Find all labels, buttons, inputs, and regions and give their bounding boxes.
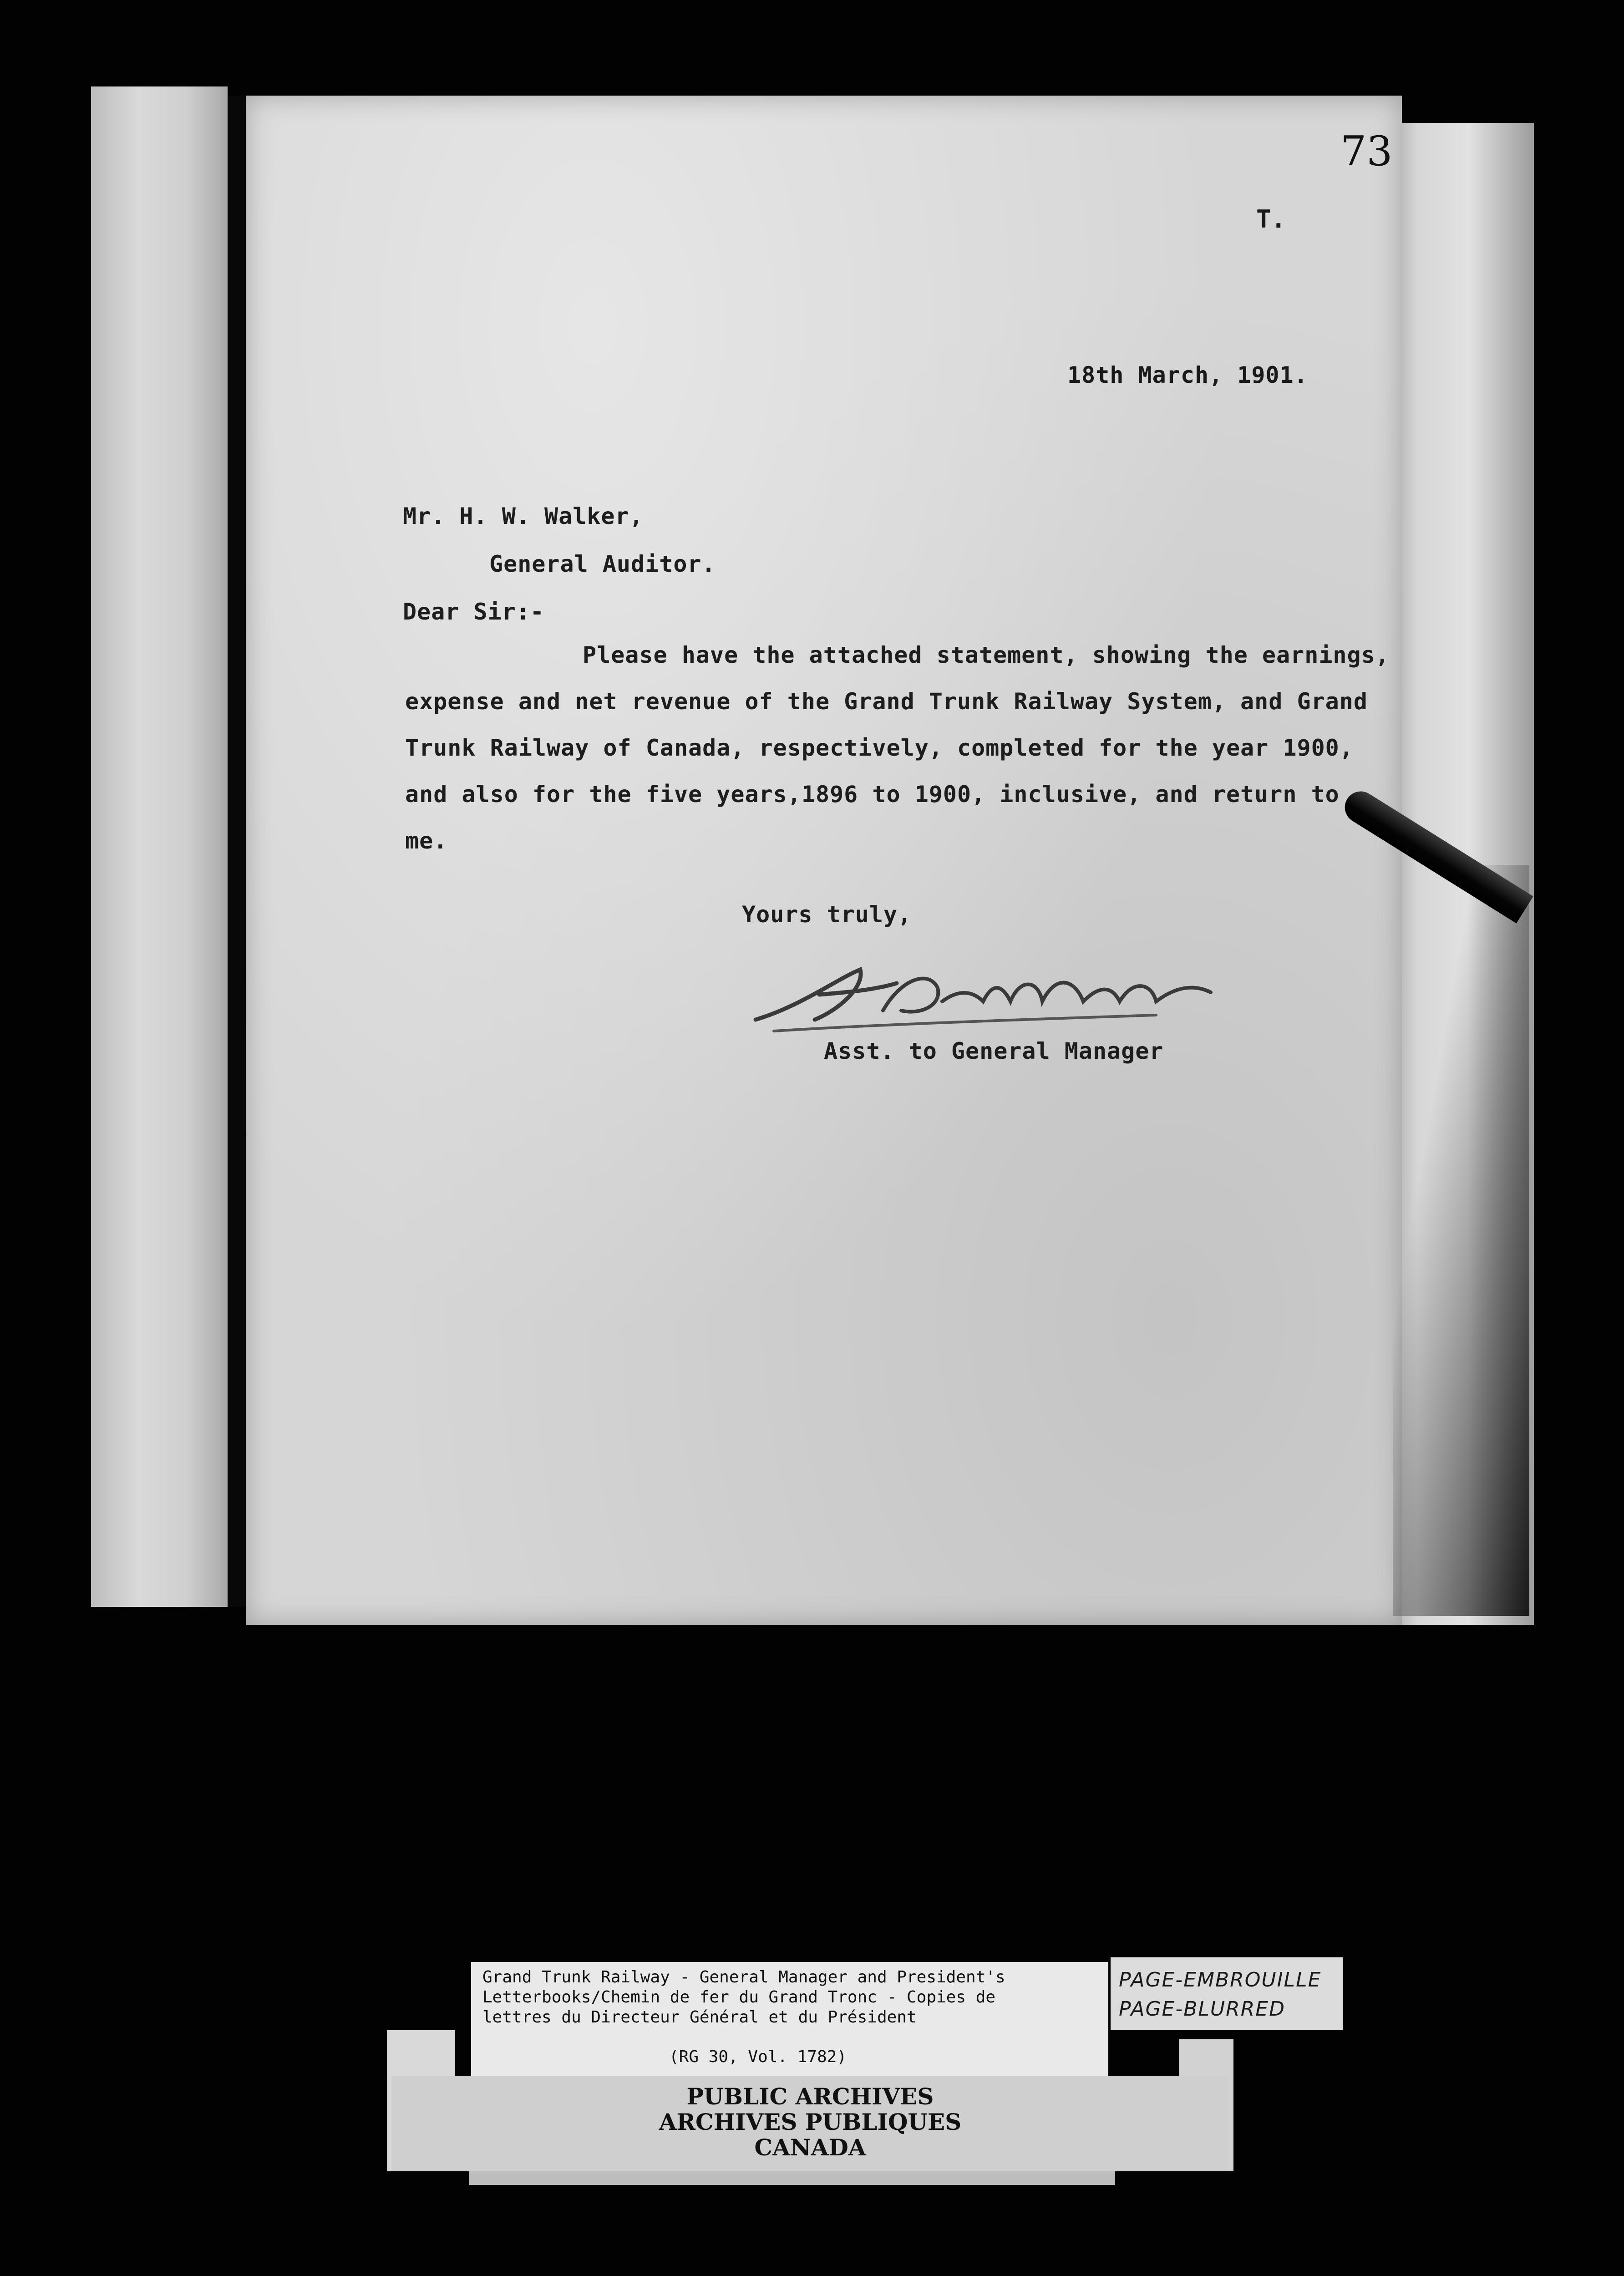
- archives-line: ARCHIVES PUBLIQUES: [659, 2108, 962, 2135]
- signer-title: Asst. to General Manager: [824, 1038, 1164, 1064]
- binding-gutter: [228, 96, 246, 1607]
- recipient-title: General Auditor.: [489, 551, 716, 577]
- salutation: Dear Sir:-: [403, 599, 545, 625]
- page-shadow: [1393, 865, 1529, 1616]
- page-number: 73: [1340, 127, 1393, 175]
- handwritten-signature: [746, 951, 1229, 1038]
- archive-reference: (RG 30, Vol. 1782): [669, 2047, 847, 2066]
- recipient-name: Mr. H. W. Walker,: [403, 503, 644, 529]
- closing: Yours truly,: [742, 901, 912, 928]
- blurred-page-note: PAGE-EMBROUILLE PAGE-BLURRED: [1119, 1968, 1322, 2021]
- binder-strip: [91, 86, 228, 1607]
- archives-line: CANADA: [754, 2134, 866, 2161]
- letter-page: [246, 96, 1402, 1625]
- body-line: and also for the five years,1896 to 1900, inclusive, and return to: [405, 781, 1340, 808]
- blurred-page-tag: [1111, 1957, 1343, 2030]
- body-line: me.: [405, 828, 448, 854]
- archives-line: PUBLIC ARCHIVES: [686, 2083, 934, 2110]
- page-letter: T.: [1256, 205, 1286, 234]
- body-line: expense and net revenue of the Grand Trunk Railway System, and Grand: [405, 688, 1368, 715]
- body-line: Please have the attached statement, showing the earnings,: [583, 642, 1390, 668]
- label-bottom-strip: [469, 2171, 1115, 2185]
- letter-date: 18th March, 1901.: [1067, 362, 1308, 388]
- body-line: Trunk Railway of Canada, respectively, completed for the year 1900,: [405, 735, 1354, 761]
- archive-description: Grand Trunk Railway - General Manager and President's Letterbooks/Chemin de fer du Grand Tronc - Copies de lettres du Directeur Général et du Président: [482, 1968, 1005, 2027]
- archive-description-card: [471, 1962, 1108, 2080]
- public-archives-label: [391, 2076, 1229, 2171]
